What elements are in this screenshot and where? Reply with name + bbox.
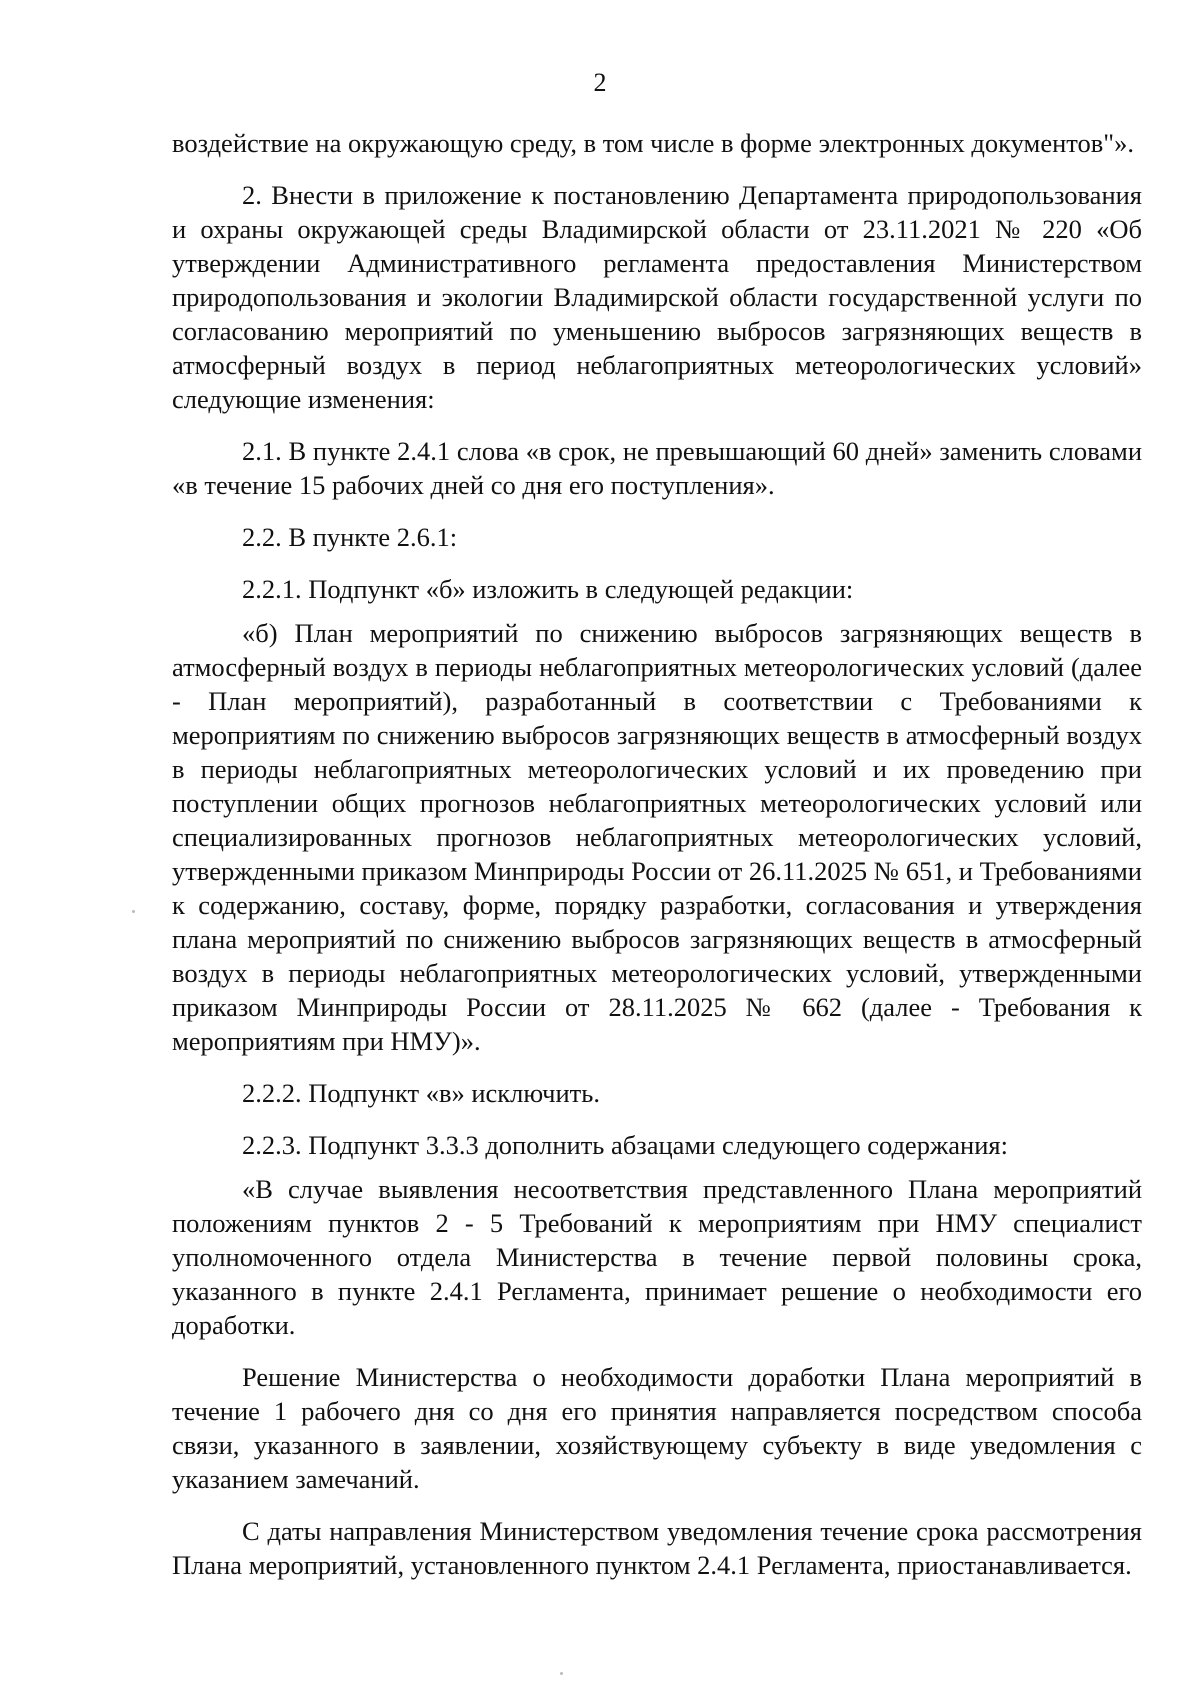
paragraph-subitem-b: «б) План мероприятий по снижению выбросов загрязняющих веществ в атмосферный воздух в периоды неблагоприятных метеорологических условий (далее - План мероприятий), разработанный в соответствии с Требованиями к мероприятиям по снижению выбросов загрязняющих веществ в атмосферный воздух в периоды неблагоприятных метеорологических условий и их проведению при поступлении общих прогнозов неблагоприятных метеорологических условий или специализированных прогнозов неблагоприятных метеорологических условий, утвержденными приказом Минприроды России от 26.11.2025 № 651, и Требованиями к содержанию, составу, форме, порядку разработки, согласования и утверждения плана мероприятий по снижению выбросов загрязняющих веществ в атмосферный воздух в периоды неблагоприятных метеорологических условий, утвержденными приказом Минприроды России от 28.11.2025 № 662 (далее - Требования к мероприятиям при НМУ)». [172, 618, 1142, 1056]
paragraph-item-2-1: 2.1. В пункте 2.4.1 слова «в срок, не превышающий 60 дней» заменить словами «в течение 15 рабочих дней со дня его поступления». [172, 436, 1142, 500]
paragraph-quote-2: Решение Министерства о необходимости доработки Плана мероприятий в течение 1 рабочего дня со дня его принятия направляется посредством способа связи, указанного в заявлении, хозяйствующему субъекту в виде уведомления с указанием замечаний. [172, 1362, 1142, 1494]
paragraph-item-2-2-2: 2.2.2. Подпункт «в» исключить. [242, 1078, 600, 1108]
paragraph-item-2-2-3: 2.2.3. Подпункт 3.3.3 дополнить абзацами следующего содержания: [242, 1130, 1008, 1160]
paragraph-quote-3: С даты направления Министерством уведомления течение срока рассмотрения Плана мероприятий, установленного пунктом 2.4.1 Регламента, приостанавливается. [172, 1516, 1142, 1580]
paragraph-item-2-2-1: 2.2.1. Подпункт «б» изложить в следующей редакции: [242, 574, 854, 604]
document-body [172, 126, 1142, 1592]
paragraph-quote-1: «В случае выявления несоответствия представленного Плана мероприятий положениям пунктов 2 - 5 Требований к мероприятиям при НМУ специалист уполномоченного отдела Министерства в течение первой половины срока, указанного в пункте 2.4.1 Регламента, принимает решение о необходимости его доработки. [172, 1174, 1142, 1340]
paragraph-item-2-2: 2.2. В пункте 2.6.1: [242, 522, 458, 552]
page-number: 2 [593, 68, 607, 97]
scan-speck [560, 1672, 563, 1675]
paragraph-continuation: воздействие на окружающую среду, в том числе в форме электронных документов"». [172, 128, 1134, 158]
paragraph-item-2: 2. Внести в приложение к постановлению Департамента природопользования и охраны окружающей среды Владимирской области от 23.11.2021 № 220 «Об утверждении Административного регламента предоставления Министерством природопользования и экологии Владимирской области государственной услуги по согласованию мероприятий по уменьшению выбросов загрязняющих веществ в атмосферный воздух в период неблагоприятных метеорологических условий» следующие изменения: [172, 180, 1142, 414]
scan-speck [132, 910, 135, 913]
